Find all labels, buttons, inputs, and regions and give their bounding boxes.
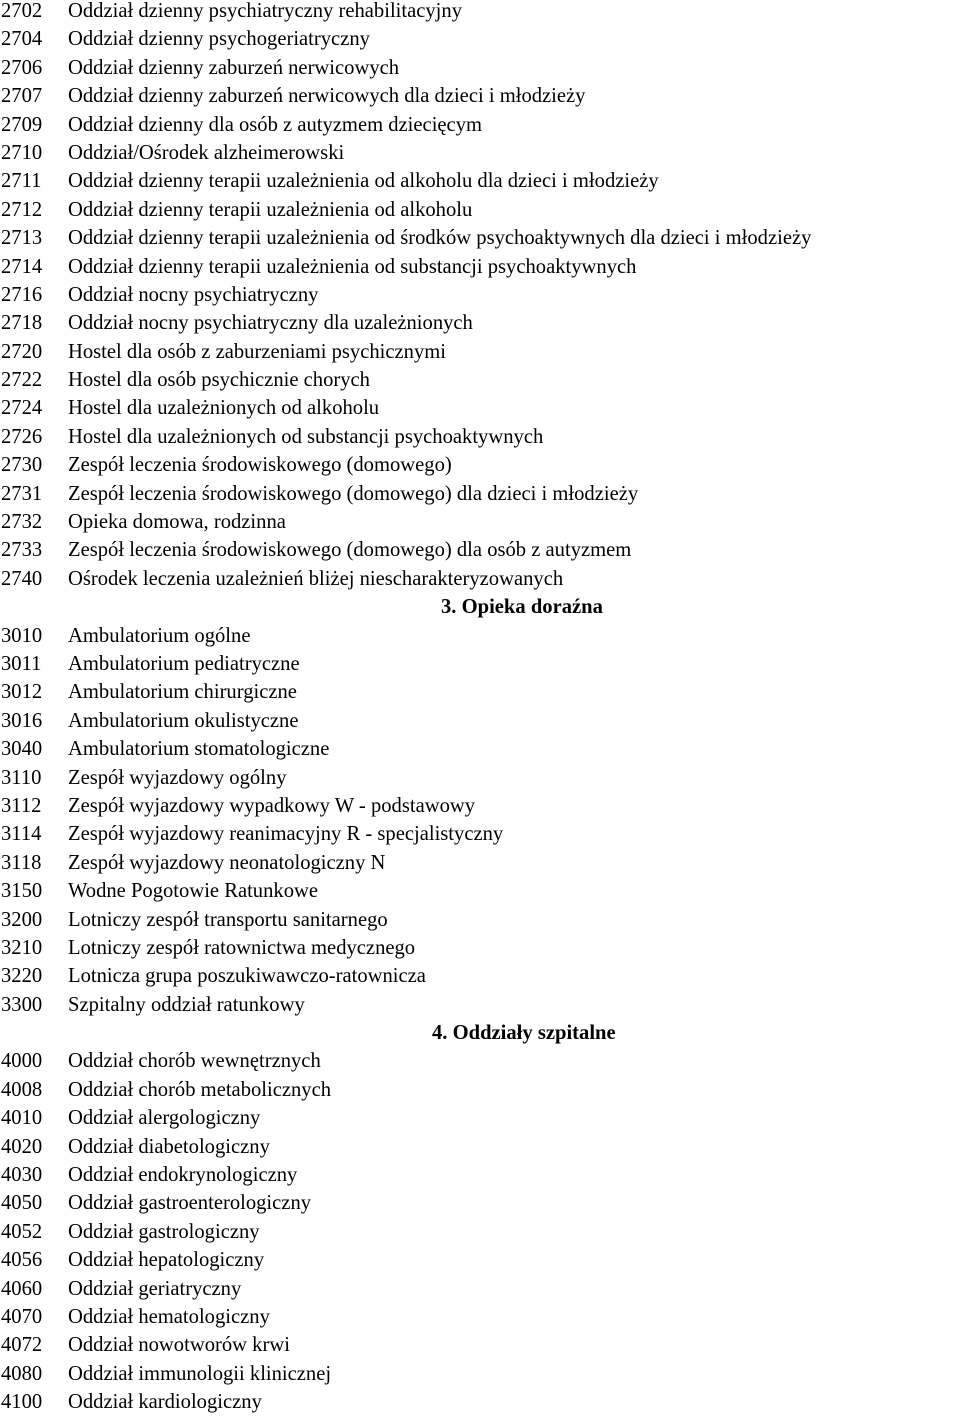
item-label: Oddział dzienny terapii uzależnienia od alkoholu: [68, 198, 473, 221]
item-code: 2713: [1, 227, 43, 250]
list-item: [0, 139, 960, 167]
item-label: Ośrodek leczenia uzależnień bliżej niescharakteryzowanych: [68, 567, 564, 590]
item-code: 2722: [1, 369, 43, 392]
item-code: 2732: [1, 511, 43, 534]
list-item: [0, 962, 960, 990]
item-label: Oddział geriatryczny: [68, 1277, 242, 1300]
item-code: 4052: [1, 1220, 43, 1243]
item-label: Oddział dzienny terapii uzależnienia od alkoholu dla dzieci i młodzieży: [68, 170, 659, 193]
item-label: Oddział dzienny zaburzeń nerwicowych dla dzieci i młodzieży: [68, 85, 586, 108]
list-item: [0, 792, 960, 820]
section-1: [0, 593, 960, 1019]
item-label: Oddział chorób metabolicznych: [68, 1078, 332, 1101]
item-label: Oddział nocny psychiatryczny: [68, 283, 319, 306]
item-label: Oddział nowotworów krwi: [68, 1334, 290, 1357]
item-label: Lotnicza grupa poszukiwawczo-ratownicza: [68, 965, 426, 988]
item-code: 2740: [1, 567, 43, 590]
list-item: [0, 508, 960, 536]
item-label: Oddział gastroenterologiczny: [68, 1192, 312, 1215]
list-item: [0, 707, 960, 735]
item-code: 4056: [1, 1249, 43, 1272]
item-code: 4020: [1, 1135, 43, 1158]
list-item: [0, 1218, 960, 1246]
section-0: [0, 0, 960, 593]
item-code: 3012: [1, 681, 43, 704]
list-item: [0, 54, 960, 82]
list-item: [0, 338, 960, 366]
item-label: Zespół wyjazdowy wypadkowy W - podstawowy: [68, 794, 476, 817]
item-code: 4100: [1, 1391, 43, 1414]
list-item: [0, 849, 960, 877]
list-item: [0, 1360, 960, 1388]
item-code: 3114: [1, 823, 42, 846]
item-code: 2716: [1, 283, 43, 306]
item-label: Oddział/Ośrodek alzheimerowski: [68, 141, 345, 164]
item-label: Hostel dla osób z zaburzeniami psychicznymi: [68, 340, 447, 363]
list-item: [0, 423, 960, 451]
item-code: 3016: [1, 709, 43, 732]
list-item: [0, 536, 960, 564]
list-item: [0, 991, 960, 1019]
list-item: [0, 111, 960, 139]
item-code: 2718: [1, 312, 43, 335]
item-code: 3010: [1, 624, 43, 647]
item-label: Oddział hematologiczny: [68, 1305, 270, 1328]
item-label: Zespół wyjazdowy ogólny: [68, 766, 287, 789]
list-item: [0, 1331, 960, 1359]
item-code: 2733: [1, 539, 43, 562]
item-label: Ambulatorium okulistyczne: [68, 709, 299, 732]
item-code: 2706: [1, 56, 43, 79]
item-label: Zespół leczenia środowiskowego (domowego): [68, 454, 452, 477]
list-item: [0, 1275, 960, 1303]
item-label: Oddział diabetologiczny: [68, 1135, 270, 1158]
item-label: Oddział kardiologiczny: [68, 1391, 262, 1414]
list-item: [0, 224, 960, 252]
section-heading-text: 3. Opieka doraźna: [441, 596, 603, 619]
list-item: [0, 394, 960, 422]
item-code: 2714: [1, 255, 43, 278]
item-code: 2726: [1, 425, 43, 448]
item-label: Oddział gastrologiczny: [68, 1220, 260, 1243]
list-item: [0, 877, 960, 905]
item-label: Hostel dla uzależnionych od substancji psychoaktywnych: [68, 425, 544, 448]
item-label: Opieka domowa, rodzinna: [68, 511, 286, 534]
item-code: 3118: [1, 851, 42, 874]
item-code: 4050: [1, 1192, 43, 1215]
list-item: [0, 906, 960, 934]
list-item: [0, 1104, 960, 1132]
item-label: Oddział alergologiczny: [68, 1107, 261, 1130]
item-label: Oddział chorób wewnętrznych: [68, 1050, 321, 1073]
list-item: [0, 1133, 960, 1161]
item-code: 2720: [1, 340, 43, 363]
item-label: Zespół leczenia środowiskowego (domowego) dla osób z autyzmem: [68, 539, 632, 562]
item-code: 4008: [1, 1078, 43, 1101]
item-label: Wodne Pogotowie Ratunkowe: [68, 880, 319, 903]
list-item: [0, 451, 960, 479]
item-label: Oddział dzienny terapii uzależnienia od substancji psychoaktywnych: [68, 255, 637, 278]
item-code: 3112: [1, 794, 42, 817]
list-item: [0, 196, 960, 224]
item-code: 4000: [1, 1050, 43, 1073]
item-code: 4010: [1, 1107, 43, 1130]
item-code: 3220: [1, 965, 43, 988]
list-item: [0, 622, 960, 650]
section-2: [0, 1019, 960, 1416]
item-label: Oddział dzienny psychiatryczny rehabilitacyjny: [68, 0, 462, 22]
item-code: 2724: [1, 397, 43, 420]
item-label: Lotniczy zespół transportu sanitarnego: [68, 908, 388, 931]
item-code: 4070: [1, 1305, 43, 1328]
item-label: Oddział dzienny terapii uzależnienia od środków psychoaktywnych dla dzieci i młodzieży: [68, 227, 812, 250]
item-code: 2712: [1, 198, 43, 221]
item-code: 3011: [1, 652, 42, 675]
item-label: Ambulatorium pediatryczne: [68, 652, 300, 675]
list-item: [0, 1076, 960, 1104]
item-code: 2702: [1, 0, 43, 22]
list-item: [0, 1161, 960, 1189]
list-item: [0, 366, 960, 394]
item-code: 4072: [1, 1334, 43, 1357]
item-code: 2730: [1, 454, 43, 477]
list-item: [0, 650, 960, 678]
item-label: Oddział dzienny zaburzeń nerwicowych: [68, 56, 400, 79]
list-item: [0, 934, 960, 962]
item-label: Hostel dla osób psychicznie chorych: [68, 369, 370, 392]
item-code: 2704: [1, 28, 43, 51]
list-item: [0, 678, 960, 706]
list-item: [0, 25, 960, 53]
item-code: 3200: [1, 908, 43, 931]
item-code: 4030: [1, 1164, 43, 1187]
list-item: [0, 309, 960, 337]
item-label: Ambulatorium chirurgiczne: [68, 681, 297, 704]
list-item: [0, 167, 960, 195]
list-item: [0, 480, 960, 508]
item-label: Zespół leczenia środowiskowego (domowego) dla dzieci i młodzieży: [68, 482, 639, 505]
item-code: 4080: [1, 1362, 43, 1385]
item-label: Zespół wyjazdowy reanimacyjny R - specjalistyczny: [68, 823, 504, 846]
item-code: 2711: [1, 170, 42, 193]
list-item: [0, 82, 960, 110]
item-label: Oddział dzienny psychogeriatryczny: [68, 28, 370, 51]
item-label: Szpitalny oddział ratunkowy: [68, 993, 305, 1016]
list-item: [0, 1303, 960, 1331]
item-code: 3210: [1, 936, 43, 959]
section-heading-text: 4. Oddziały szpitalne: [432, 1022, 616, 1045]
list-item: [0, 565, 960, 593]
item-code: 3040: [1, 738, 43, 761]
section-heading: [0, 1019, 960, 1047]
item-label: Oddział endokrynologiczny: [68, 1164, 298, 1187]
item-code: 2710: [1, 141, 43, 164]
list-item: [0, 253, 960, 281]
list-item: [0, 0, 960, 25]
list-item: [0, 281, 960, 309]
item-code: 3150: [1, 880, 43, 903]
list-item: [0, 820, 960, 848]
item-label: Zespół wyjazdowy neonatologiczny N: [68, 851, 386, 874]
list-item: [0, 1246, 960, 1274]
list-item: [0, 1047, 960, 1075]
item-label: Oddział dzienny dla osób z autyzmem dziecięcym: [68, 113, 483, 136]
list-item: [0, 764, 960, 792]
list-item: [0, 1388, 960, 1416]
item-code: 3110: [1, 766, 42, 789]
item-label: Ambulatorium ogólne: [68, 624, 251, 647]
item-label: Lotniczy zespół ratownictwa medycznego: [68, 936, 416, 959]
item-code: 2709: [1, 113, 43, 136]
item-label: Oddział immunologii klinicznej: [68, 1362, 332, 1385]
item-label: Ambulatorium stomatologiczne: [68, 738, 330, 761]
item-code: 2707: [1, 85, 43, 108]
list-item: [0, 735, 960, 763]
section-heading: [0, 593, 960, 621]
list-item: [0, 1189, 960, 1217]
item-code: 3300: [1, 993, 43, 1016]
item-label: Oddział nocny psychiatryczny dla uzależnionych: [68, 312, 473, 335]
item-label: Oddział hepatologiczny: [68, 1249, 265, 1272]
item-code: 4060: [1, 1277, 43, 1300]
item-label: Hostel dla uzależnionych od alkoholu: [68, 397, 380, 420]
item-code: 2731: [1, 482, 43, 505]
